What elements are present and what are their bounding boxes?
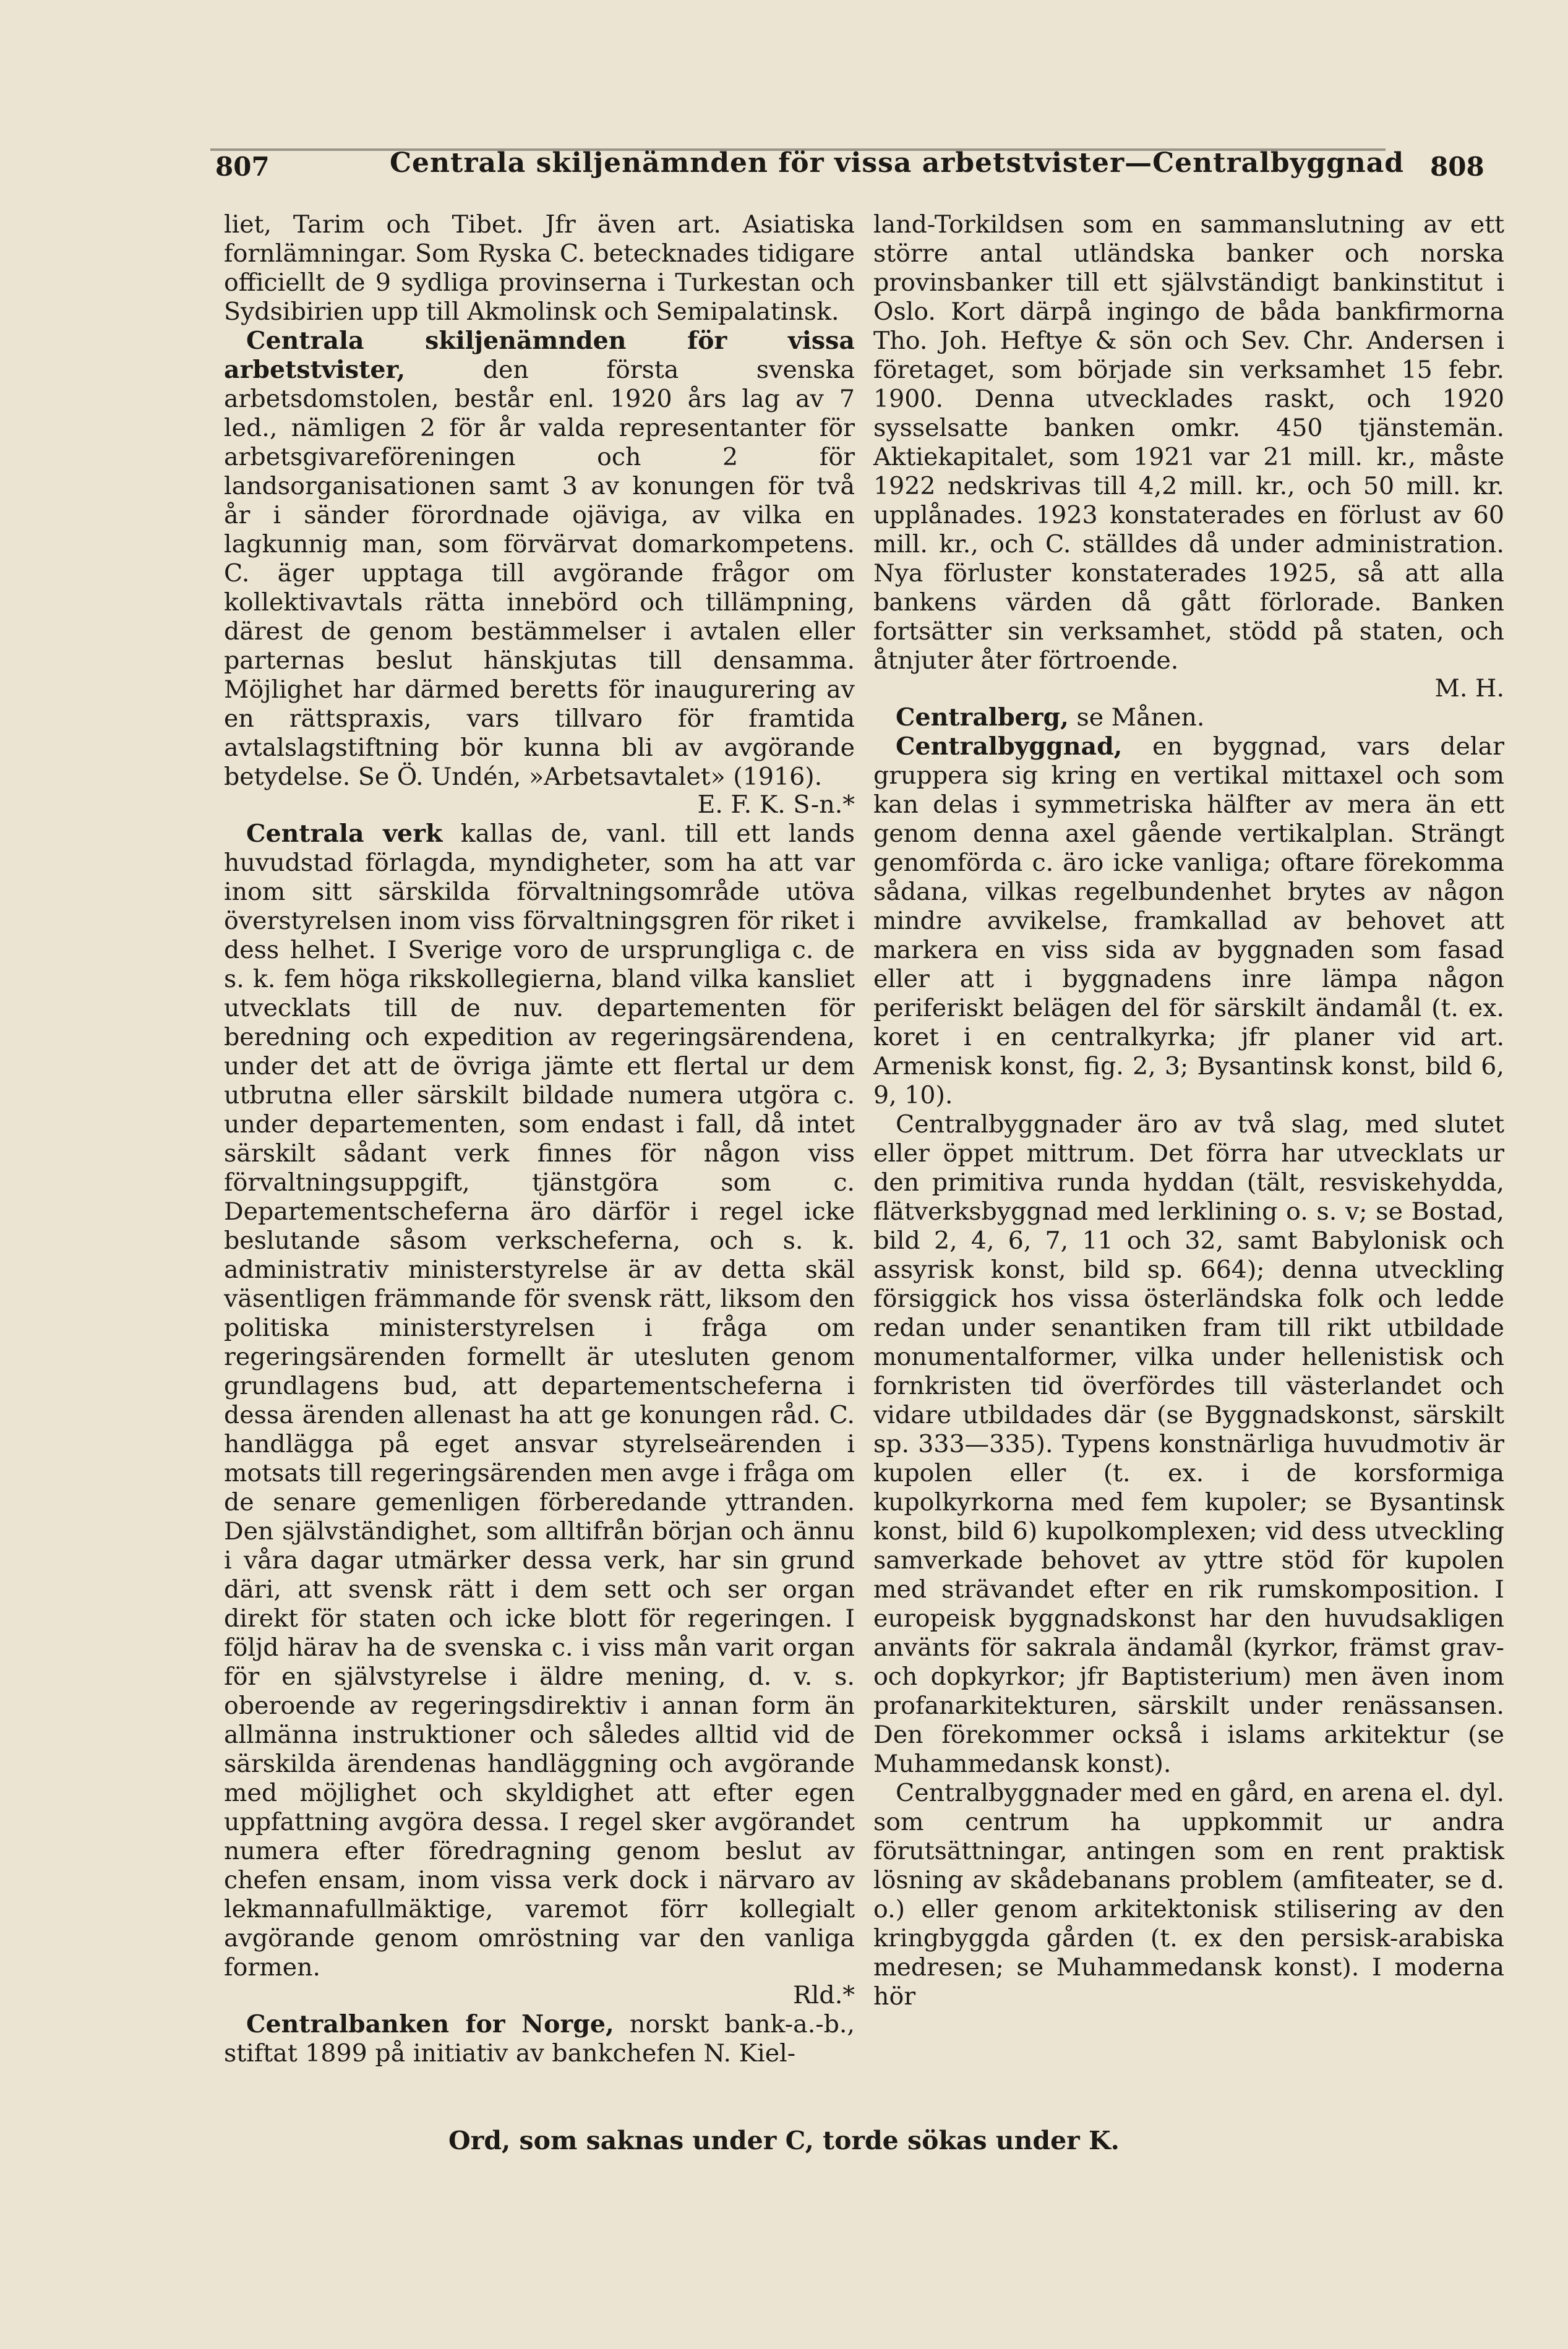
author-signature: Rld.* (793, 1981, 855, 2009)
footer-note: Ord, som saknas under C, torde sökas under K. (448, 2126, 1120, 2155)
entry-headword: Centralberg, (896, 703, 1069, 732)
entry-headword: Centrala skiljenämnden för vissa arbetstvister, (224, 327, 855, 384)
right-column (873, 210, 1504, 2011)
page-number-left: 807 (215, 152, 270, 182)
paragraph: Centralbyggnader äro av två slag, med slutet eller öppet mittrum. Det förra har utvecklats ur den primitiva runda hyddan (tält, resviskehydda, flätverksbyggnad med lerklining o. s. v; se Bostad, bild 2, 4, 6, 7, 11 och 32, samt Babylonisk och assyrisk konst, bild sp. 664); denna utveckling försiggick hos vissa österländska folk och ledde redan under senantiken fram till rikt utbildade monumentalformer, vilka under hellenistisk och fornkristen tid överfördes till västerlandet och vidare utbildades där (se Byggnadskonst, särskilt sp. 333—335). Typens konstnärliga huvudmotiv är kupolen eller (t. ex. i de korsformiga kupolkyrkorna med fem kupoler; se Bysantinsk konst, bild 6) kupolkomplexen; vid dess utveckling samverkade behovet av yttre stöd för kupolen med strävandet efter en rik rumskomposition. I europeisk byggnadskonst har den huvudsakligen använts för sakrala ändamål (kyrkor, främst grav- och dopkyrkor; jfr Baptisterium) men även inom profanarkitekturen, särskilt under renässansen. Den förekommer också i islams arkitektur (se Muhammedansk konst). (873, 1110, 1504, 1778)
paragraph: Centralbyggnader med en gård, en arena el. dyl. som centrum ha uppkommit ur andra förutsättningar, antingen som en rent praktisk lösning av skådebanans problem (amfiteater, se d. o.) eller genom arkitektonisk stilisering av den kringbyggda gården (t. ex den persisk-arabiska medresen; se Muhammedansk konst). I moderna hör (873, 1779, 1504, 2011)
entry-centrala-verk (224, 819, 855, 1982)
entry-body: en byggnad, vars delar gruppera sig kring en vertikal mittaxel och som kan delas i symmetriska hälfter av mera än ett genom denna axel gående vertikalplan. Strängt genomförda c. äro icke vanliga; oftare förekomma sådana, vilkas regelbundenhet brytes av någon mindre avvikelse, framkallad av behovet att markera en viss sida av byggnaden som fasad eller att i byggnadens inre lämpa någon periferiskt belägen del för särskilt ändamål (t. ex. koret i en centralkyrka; jfr planer vid art. Armenisk konst, fig. 2, 3; Bysantinsk konst, bild 6, 9, 10). (873, 732, 1504, 1110)
running-title: Centrala skiljenämnden för vissa arbetstvister—Centralbyggnad (390, 147, 1404, 179)
paragraph-continued: liet, Tarim och Tibet. Jfr även art. Asiatiska fornlämningar. Som Ryska C. betecknades tidigare officiellt de 9 sydliga provinserna i Turkestan och Sydsibirien upp till Akmolinsk och Semipalatinsk. (224, 210, 855, 326)
entry-headword: Centralbanken for Norge, (246, 2010, 614, 2039)
entry-centrala-skiljenamnden (224, 327, 855, 792)
author-signature: M. H. (1434, 674, 1504, 703)
entry-body: kallas de, vanl. till ett lands huvudstad förlagda, myndigheter, som ha att var inom sitt särskilda förvaltningsområde utöva överstyrelsen inom viss förvaltningsgren för riket i dess helhet. I Sverige voro de ursprungliga c. de s. k. fem höga rikskollegierna, bland vilka kansliet utvecklats till de nuv. departementen för beredning och expedition av regeringsärendena, under det att de övriga jämte ett flertal ur dem utbrutna eller särskilt bildade numera utgöra c. under departementen, som endast i fall, då intet särskilt sådant verk finnes för någon viss förvaltningsuppgift, tjänstgöra som c. Departementscheferna äro därför i regel icke beslutande såsom verkscheferna, och s. k. administrativ ministerstyrelse är av detta skäl väsentligen främmande för svensk rätt, liksom den politiska ministerstyrelsen i fråga om regeringsärenden formellt är utesluten genom grundlagens bud, att departementscheferna i dessa ärenden allenast ha att ge konungen råd. C. handlägga på eget ansvar styrelseärenden i motsats till regeringsärenden men avge i fråga om de senare gemenligen förberedande yttranden. Den självständighet, som alltifrån början och ännu i våra dagar utmärker dessa verk, har sin grund däri, att svensk rätt i dem sett och ser organ direkt för staten och icke blott för regeringen. I följd härav ha de svenska c. i viss mån varit organ för en självstyrelse i äldre mening, d. v. s. oberoende av regeringsdirektiv i annan form än allmänna instruktioner och således alltid vid de särskilda ärendenas handläggning och avgörande med möjlighet och skyldighet att efter egen uppfattning avgöra dessa. I regel sker avgörandet numera efter föredragning genom beslut av chefen ensam, inom vissa verk dock i närvaro av lekmannafullmäktige, varemot förr kollegialt avgörande genom omröstning var den vanliga formen. (224, 819, 855, 1982)
left-column (224, 210, 855, 2068)
paragraph-continued: land-Torkildsen som en sammanslutning av ett större antal utländska banker och norska provinsbanker till ett självständigt bankinstitut i Oslo. Kort därpå ingingo de båda bankfirmorna Tho. Joh. Heftye & sön och Sev. Chr. Andersen i företaget, som började sin verksamhet 15 febr. 1900. Denna utvecklades raskt, och 1920 sysselsatte banken omkr. 450 tjänstemän. Aktiekapitalet, som 1921 var 21 mill. kr., måste 1922 nedskrivas till 4,2 mill. kr., och 50 mill. kr. upplånades. 1923 konstaterades en förlust av 60 mill. kr., och C. ställdes då under administration. Nya förluster konstaterades 1925, så att alla bankens värden då gått förlorade. Banken fortsätter sin verksamhet, stödd på staten, och åtnjuter åter förtroende. (873, 210, 1504, 675)
entry-headword: Centrala verk (246, 819, 443, 848)
entry-body: den första svenska arbetsdomstolen, består enl. 1920 års lag av 7 led., nämligen 2 för år valda representanter för arbetsgivareföreningen och 2 för landsorganisationen samt 3 av konungen för två år i sänder förordnade ojäviga, av vilka en lagkunnig man, som förvärvat domarkompetens. C. äger upptaga till avgörande frågor om kollektivavtals rätta innebörd och tillämpning, därest de genom bestämmelser i avtalen eller parternas beslut hänskjutas till densamma. Möjlighet har därmed beretts för inaugurering av en rättspraxis, vars tillvaro för framtida avtalslagstiftning bör kunna bli av avgörande betydelse. Se Ö. Undén, »Arbetsavtalet» (1916). (224, 356, 855, 791)
entry-body: norskt bank-a.-b., stiftat 1899 på initiativ av bankchefen N. Kiel- (224, 2010, 855, 2068)
author-signature: E. F. K. S-n.* (697, 790, 855, 819)
entry-headword: Centralbyggnad, (896, 732, 1123, 761)
entry-body: se Månen. (1068, 703, 1205, 732)
page-number-right: 808 (1430, 152, 1484, 182)
entry-centralbyggnad (873, 732, 1504, 1110)
entry-centralbanken (224, 2010, 855, 2068)
entry-centralberg (873, 703, 1504, 732)
